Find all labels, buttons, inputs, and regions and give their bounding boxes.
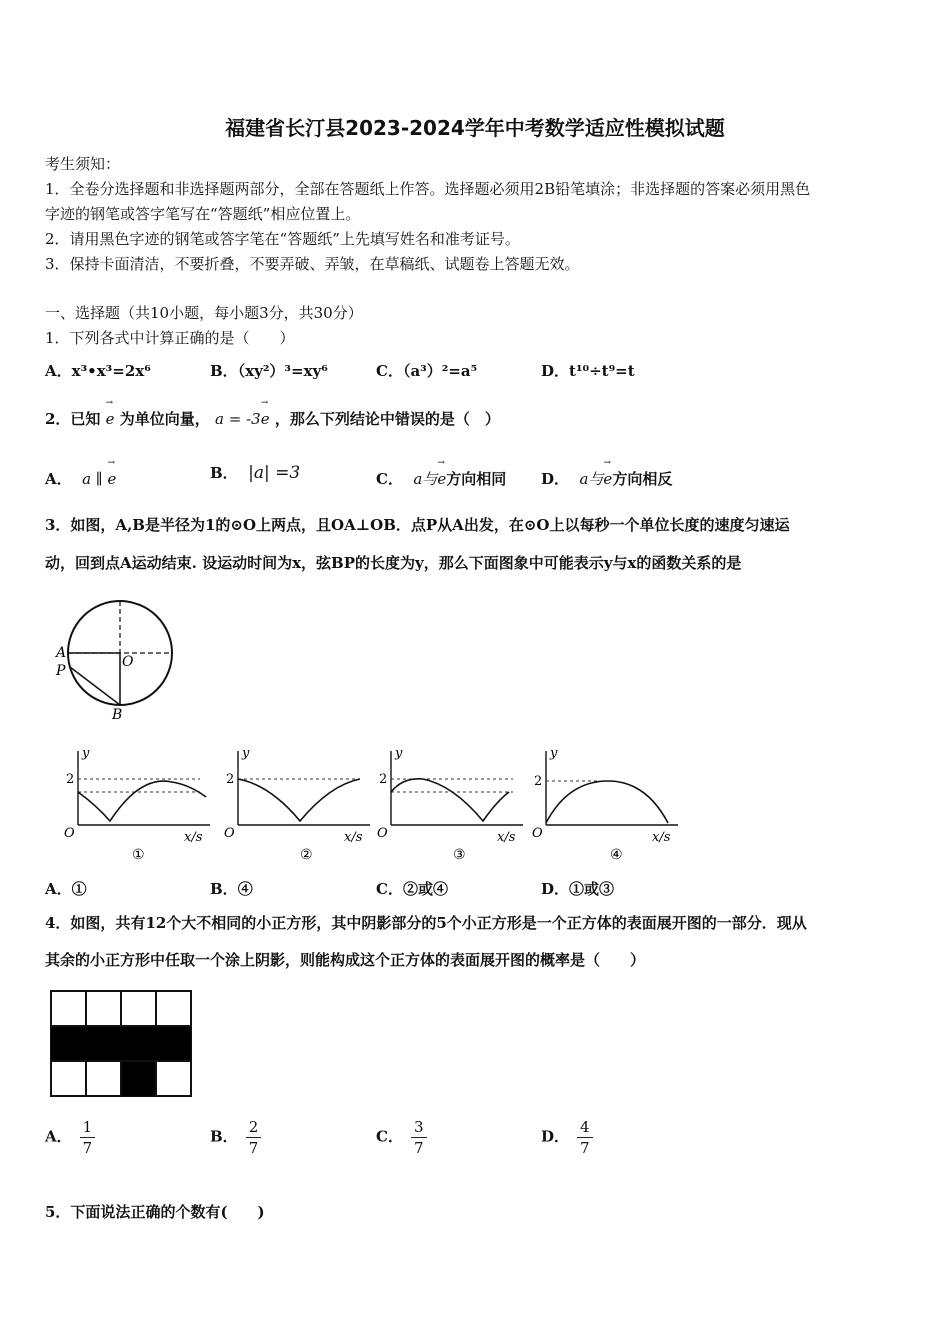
question-4-stem-line2: 其余的小正方形中任取一个涂上阴影，则能构成这个正方体的表面展开图的概率是（ ） [45, 951, 646, 969]
origin-label: O [64, 826, 75, 841]
question-2-stem [45, 408, 500, 429]
y-tick-2: 2 [534, 774, 543, 789]
label-o: O [122, 654, 134, 670]
notice-heading: 考生须知： [45, 155, 121, 173]
option-text: x³•x³=2x⁶ [71, 362, 151, 380]
option-text: |a| =3 [248, 463, 301, 483]
option-label: C． [376, 470, 403, 488]
option-text: 方向相同 [446, 470, 507, 488]
notice-item: 2．请用黑色字迹的钢笔或答字笔在“答题纸”上先填写姓名和准考证号。 [45, 230, 520, 248]
axis-y-label: y [395, 746, 403, 761]
option-text: 方向相反 [612, 470, 673, 488]
option-text: t¹⁰÷t⁹=t [569, 362, 635, 380]
q3-option-c[interactable] [376, 878, 448, 899]
option-text: a与 [413, 470, 438, 488]
option-label: D． [541, 880, 570, 898]
graph-3-svg [373, 745, 533, 865]
page-title: 福建省长汀县2023-2024学年中考数学适应性模拟试题 [225, 116, 725, 140]
option-text: （a³）²=a⁵ [402, 362, 478, 380]
question-3-stem-line2: 动，回到点A运动结束. 设运动时间为x，弦BP的长度为y，那么下面图象中可能表示y与x的函数关系的是 [45, 554, 742, 572]
vector-e: → e [437, 470, 446, 488]
q3-option-d[interactable] [541, 878, 614, 899]
q2-post-text: ，那么下列结论中错误的是（ ） [274, 410, 500, 428]
section-heading: 一、选择题（共10小题，每小题3分，共30分） [45, 304, 363, 322]
option-label: D． [541, 470, 570, 488]
vector-e: → e [108, 470, 117, 488]
option-text: （xy²）³=xy⁶ [237, 362, 328, 380]
option-label: C． [376, 880, 403, 898]
q2-mid-text: 为单位向量， [119, 410, 210, 428]
option-label: C． [376, 1127, 403, 1146]
option-text: ②或④ [402, 880, 448, 898]
axis-x-label: x/s [497, 830, 516, 845]
q1-option-b[interactable] [210, 360, 328, 381]
denominator: 7 [248, 1139, 259, 1157]
denominator: 7 [82, 1139, 93, 1157]
y-tick-2: 2 [379, 772, 388, 787]
question-3-stem-line1: 3．如图，A,B是半径为1的⊙O上两点，且OA⊥OB．点P从A出发，在⊙O上以每秒一个单位长度的速度匀速运 [45, 516, 790, 534]
option-text: ①或③ [569, 880, 615, 898]
graph-name: ② [300, 847, 313, 863]
option-label: B． [210, 1127, 238, 1146]
q2-pre-text: 2．已知 [45, 410, 101, 428]
graph-1 [60, 745, 220, 869]
vector-e: → e [261, 410, 270, 428]
question-5-stem: 5．下面说法正确的个数有( ) [45, 1203, 265, 1221]
option-text: a ∥ [82, 470, 108, 488]
notice-item: 3．保持卡面清洁，不要折叠，不要弄破、弄皱，在草稿纸、试题卷上答题无效。 [45, 255, 580, 273]
axis-x-label: x/s [184, 830, 203, 845]
fraction [411, 1118, 427, 1157]
vector-expression: a = -3 [215, 410, 261, 428]
vector-e: → e [106, 410, 115, 428]
option-label: B． [210, 362, 238, 380]
fraction [80, 1118, 96, 1157]
label-b: B [112, 707, 123, 723]
graph-2-svg [220, 745, 380, 865]
q1-option-c[interactable] [376, 360, 477, 381]
label-p: P [56, 663, 66, 679]
vector-e: → e [603, 470, 612, 488]
square-grid-figure [50, 990, 195, 1100]
graph-4-svg [528, 745, 688, 865]
denominator: 7 [413, 1139, 424, 1157]
numerator: 4 [577, 1118, 593, 1138]
q3-option-a[interactable] [45, 878, 87, 899]
axis-y-label: y [550, 746, 558, 761]
option-label: A． [45, 880, 72, 898]
option-label: B． [210, 464, 238, 482]
numerator: 2 [246, 1118, 262, 1138]
axis-x-label: x/s [344, 830, 363, 845]
question-4-stem-line1: 4．如图，共有12个大不相同的小正方形，其中阴影部分的5个小正方形是一个正方体的表面展开图的一部分．现从 [45, 914, 807, 932]
fraction [246, 1118, 262, 1157]
q2-option-b[interactable] [210, 462, 300, 483]
axis-y-label: y [242, 746, 250, 761]
q4-option-a[interactable] [45, 1118, 95, 1157]
q4-option-d[interactable] [541, 1118, 593, 1157]
notice-item: 字迹的钢笔或答字笔写在“答题纸”相应位置上。 [45, 205, 361, 223]
shaded-row [51, 1026, 191, 1061]
label-a: A [56, 645, 67, 661]
option-label: A． [45, 1127, 72, 1146]
q1-option-a[interactable] [45, 360, 151, 381]
question-1-stem: 1．下列各式中计算正确的是（ ） [45, 329, 295, 347]
q2-option-c[interactable] [376, 468, 506, 489]
graph-2 [220, 745, 380, 869]
axis-y-label: y [82, 746, 90, 761]
y-tick-2: 2 [226, 772, 235, 787]
q2-option-d[interactable] [541, 468, 672, 489]
q1-option-d[interactable] [541, 360, 635, 381]
option-label: C． [376, 362, 403, 380]
q3-option-b[interactable] [210, 878, 253, 899]
option-label: D． [541, 1127, 570, 1146]
option-label: A． [45, 470, 72, 488]
origin-label: O [377, 826, 388, 841]
denominator: 7 [580, 1139, 590, 1157]
option-text: ④ [237, 880, 253, 898]
q4-option-c[interactable] [376, 1118, 427, 1157]
q2-option-a[interactable] [45, 468, 116, 489]
fraction [577, 1118, 593, 1157]
option-text: ① [71, 880, 87, 898]
notice-item: 1．全卷分选择题和非选择题两部分，全部在答题纸上作答。选择题必须用2B铅笔填涂；非选择题的答案必须用黑色 [45, 180, 811, 198]
graph-3 [373, 745, 533, 869]
axis-x-label: x/s [652, 830, 671, 845]
origin-label: O [532, 826, 543, 841]
graph-name: ④ [610, 847, 623, 863]
graph-name: ③ [453, 847, 466, 863]
option-text: a与 [579, 470, 604, 488]
shaded-cell [121, 1061, 156, 1096]
numerator: 1 [80, 1118, 96, 1138]
graph-1-svg [60, 745, 220, 865]
numerator: 3 [411, 1118, 427, 1138]
circle-figure [48, 595, 188, 725]
origin-label: O [224, 826, 235, 841]
option-label: D． [541, 362, 570, 380]
y-tick-2: 2 [66, 772, 75, 787]
graph-name: ① [132, 847, 145, 863]
option-label: B． [210, 880, 238, 898]
q4-option-b[interactable] [210, 1118, 261, 1157]
option-label: A． [45, 362, 72, 380]
graph-4 [528, 745, 688, 869]
